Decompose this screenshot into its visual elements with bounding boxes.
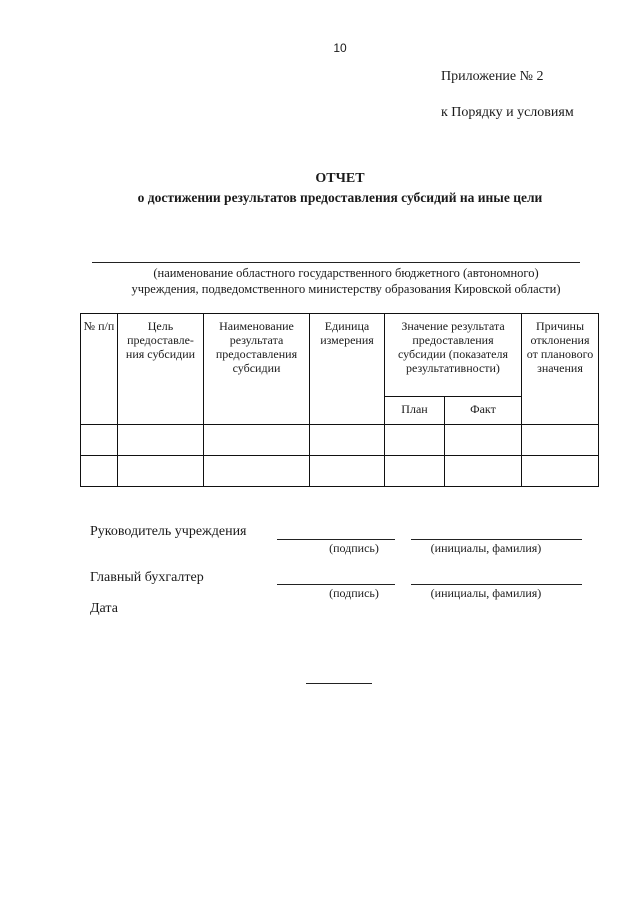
chief-accountant-label: Главный бухгалтер bbox=[90, 570, 204, 585]
accountant-signature-caption: (подпись) bbox=[329, 586, 379, 600]
table-cell bbox=[204, 456, 310, 487]
header-unit: Единица измерения bbox=[310, 314, 385, 425]
table-cell bbox=[522, 425, 599, 456]
table-cell bbox=[385, 456, 445, 487]
table-cell bbox=[81, 456, 118, 487]
report-title: ОТЧЕТ bbox=[315, 171, 365, 186]
head-name-line bbox=[411, 539, 582, 540]
organization-name-line bbox=[92, 262, 580, 263]
head-signature-line bbox=[277, 539, 395, 540]
table-cell bbox=[310, 456, 385, 487]
accountant-name-caption: (инициалы, фамилия) bbox=[430, 586, 542, 600]
accountant-name-line bbox=[411, 584, 582, 585]
header-result-value: Значение результата предоставления субсидии (показателя результативности) bbox=[385, 314, 522, 397]
report-subtitle: о достижении результатов предоставления субсидий на иные цели bbox=[137, 190, 543, 205]
header-result-name: Наименование результата предоставления субсидии bbox=[204, 314, 310, 425]
appendix-number: Приложение № 2 bbox=[441, 69, 544, 84]
head-label: Руководитель учреждения bbox=[90, 524, 247, 539]
organization-caption-line1: (наименование областного государственного бюджетного (автономного) bbox=[153, 266, 539, 280]
table-cell bbox=[522, 456, 599, 487]
table-cell bbox=[385, 425, 445, 456]
head-name-caption: (инициалы, фамилия) bbox=[430, 541, 542, 555]
table-cell bbox=[310, 425, 385, 456]
table-cell bbox=[445, 425, 522, 456]
header-number: № п/п bbox=[81, 314, 118, 425]
header-fact: Факт bbox=[445, 397, 522, 425]
table-row bbox=[81, 456, 599, 487]
date-label: Дата bbox=[90, 601, 118, 616]
accountant-signature-line bbox=[277, 584, 395, 585]
end-separator-line bbox=[306, 683, 372, 684]
table-cell bbox=[118, 425, 204, 456]
table-row bbox=[81, 425, 599, 456]
header-plan: План bbox=[385, 397, 445, 425]
head-signature-caption: (подпись) bbox=[329, 541, 379, 555]
report-table bbox=[80, 313, 599, 487]
table-cell bbox=[81, 425, 118, 456]
page-number: 10 bbox=[333, 41, 347, 55]
header-goal: Цель предоставле-ния субсидии bbox=[118, 314, 204, 425]
organization-caption-line2: учреждения, подведомственного министерству образования Кировской области) bbox=[131, 282, 561, 296]
table-cell bbox=[204, 425, 310, 456]
table-cell bbox=[118, 456, 204, 487]
appendix-reference: к Порядку и условиям bbox=[441, 105, 574, 120]
header-deviation-reasons: Причины отклонения от планового значения bbox=[522, 314, 599, 425]
table-cell bbox=[445, 456, 522, 487]
